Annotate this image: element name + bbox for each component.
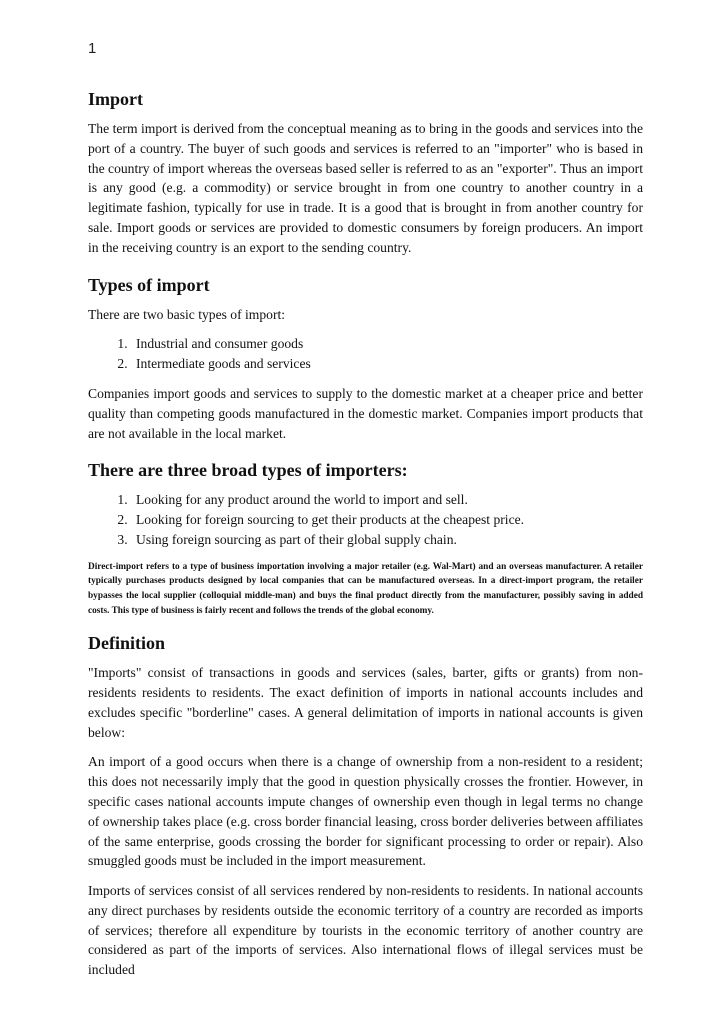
definition-paragraph-3: Imports of services consist of all services rendered by non-residents to residents. In national accounts any direct purchases by residents outside the economic territory of a country are recorded as imports of services; therefore all expenditure by tourists in the economic territory of another country are considered as part of the imports of services. Also international flows of illegal services must be included <box>88 883 643 978</box>
importers-list <box>88 490 643 549</box>
types-intro: There are two basic types of import: <box>88 306 286 322</box>
importers-section <box>88 459 643 618</box>
list-item: 1. Industrial and consumer goods <box>131 334 643 354</box>
types-list <box>88 334 643 374</box>
list-item: 3. Using foreign sourcing as part of their global supply chain. <box>131 530 643 550</box>
list-item: 2. Intermediate goods and services <box>131 354 643 374</box>
list-item: 2. Looking for foreign sourcing to get their products at the cheapest price. <box>131 510 643 530</box>
direct-import-paragraph: Direct-import refers to a type of business importation involving a major retailer (e.g. Wal-Mart) and an overseas manufacturer. A retailer typically purchases products designed by local companies that can be manufactured overseas. In a direct-import program, the retailer bypasses the local supplier (colloquial middle-man) and buys the final product directly from the manufacturer, possibly saving in added costs. This type of business is fairly recent and follows the trends of the global economy. <box>88 561 643 616</box>
import-heading: Import <box>88 89 143 109</box>
definition-section <box>88 632 643 980</box>
types-paragraph: Companies import goods and services to supply to the domestic market at a cheaper price and better quality than competing goods manufactured in the domestic market. Companies import products that are not available in the local market. <box>88 385 643 441</box>
list-item: 1. Looking for any product around the world to import and sell. <box>131 490 643 510</box>
document-body <box>88 88 643 990</box>
types-heading: Types of import <box>88 274 210 295</box>
types-of-import-section <box>88 274 643 444</box>
importers-heading: There are three broad types of importers: <box>88 460 408 481</box>
import-section <box>88 88 643 258</box>
definition-heading: Definition <box>88 633 166 654</box>
definition-paragraph-1: "Imports" consist of transactions in goods and services (sales, barter, gifts or grants) from non-residents residents to residents. The exact definition of imports in national accounts includes and excludes specific "borderline" cases. A general delimitation of imports in national accounts is given below: <box>88 665 643 740</box>
import-paragraph: The term import is derived from the conceptual meaning as to bring in the goods and services into the port of a country. The buyer of such goods and services is referred to an "importer" who is based in the country of import whereas the overseas based seller is referred to as an "exporter". Thus an import is any good (e.g. a commodity) or service brought in from one country to another country in a legitimate fashion, typically for use in trade. It is a good that is brought in from another country for sale. Import goods or services are provided to domestic consumers by foreign producers. An import in the receiving country is an export to the sending country. <box>88 121 643 255</box>
page-number: 1 <box>88 40 97 57</box>
definition-paragraph-2: An import of a good occurs when there is a change of ownership from a non-resident to a resident; this does not necessarily imply that the good in question physically crosses the frontier. However, in specific cases national accounts impute changes of ownership even though in legal terms no change of ownership takes place (e.g. cross border financial leasing, cross border deliveries between affiliates of the same enterprise, goods crossing the border for significant processing to order or repair). Also smuggled goods must be included in the import measurement. <box>88 754 643 869</box>
